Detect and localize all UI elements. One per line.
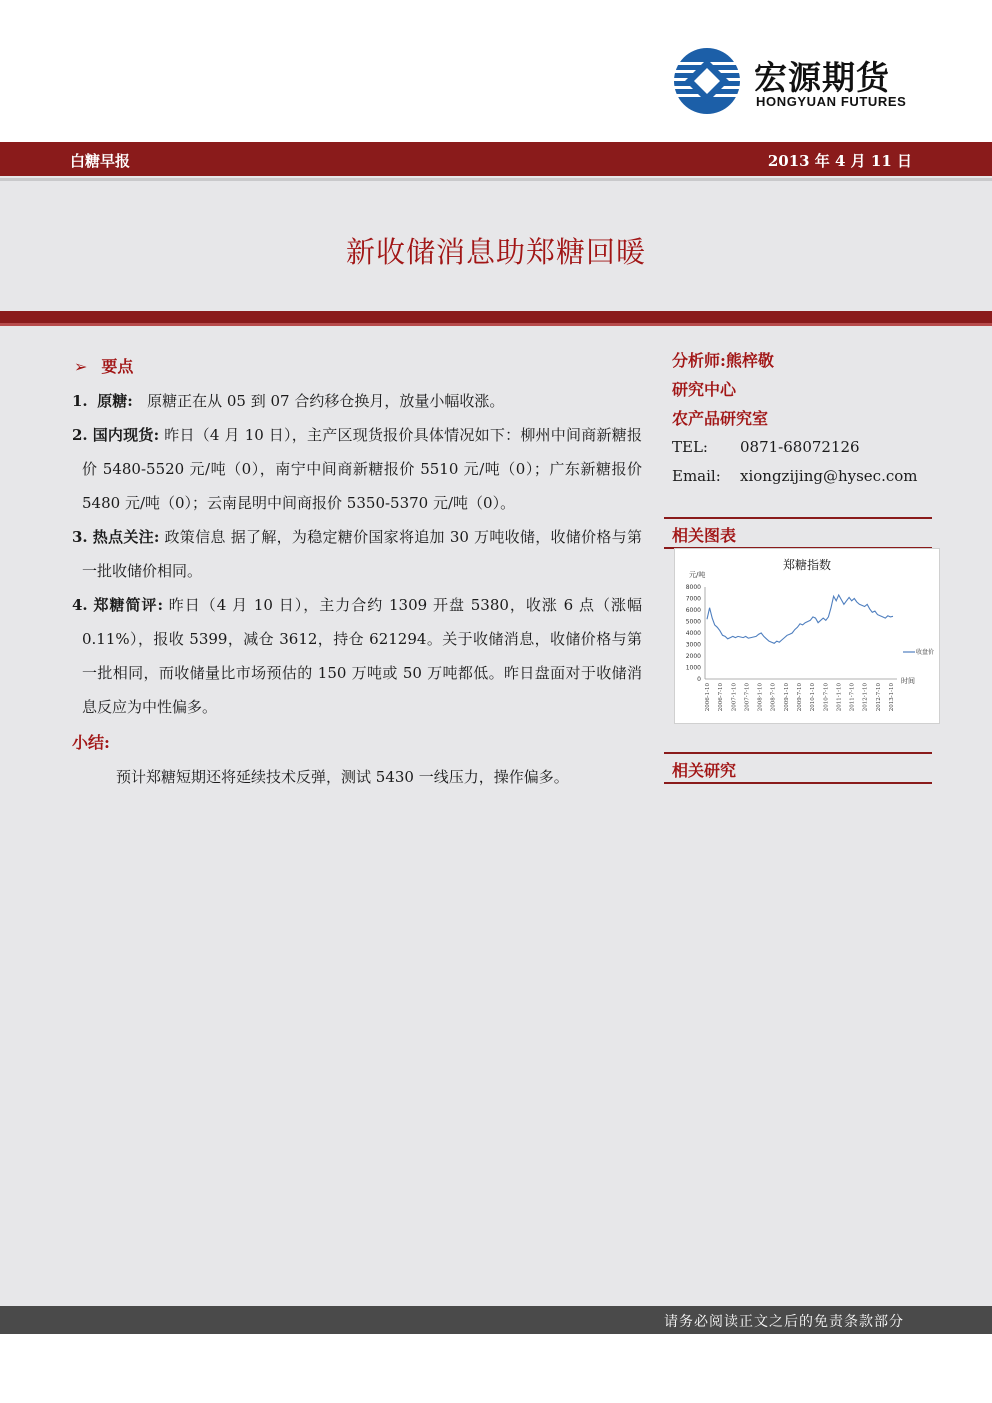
summary-heading: 小结:: [72, 733, 110, 752]
x-tick-label: 2006-7-10: [718, 683, 725, 712]
x-tick-label: 2009-7-10: [797, 683, 803, 712]
x-tick-label: 2009-1-10: [783, 683, 790, 712]
tel-row: [672, 433, 932, 462]
sidebar: [672, 346, 932, 491]
key-point-1: [72, 384, 642, 418]
item-text: 原糖正在从 05 到 07 合约移仓换月，放量小幅收涨。: [147, 392, 505, 410]
x-tick-label: 2013-1-10: [889, 683, 895, 712]
item-sep: :: [127, 392, 133, 410]
item-sep: :: [157, 596, 164, 614]
page-title: 新收储消息助郑糖回暖: [345, 235, 646, 269]
title-divider-bar: [0, 311, 992, 323]
x-tick-label: 2008-7-10: [770, 683, 777, 712]
sub-department: 农产品研究室: [672, 409, 769, 428]
related-research-label: 相关研究: [672, 761, 737, 780]
item-sep: :: [153, 426, 160, 444]
x-tick-label: 2012-7-10: [875, 683, 882, 712]
analyst-name: 分析师:熊梓敬: [672, 351, 774, 370]
item-number: 4.: [72, 596, 88, 614]
y-tick-label: 8000: [685, 584, 701, 591]
item-tag: 郑糖简评: [93, 596, 158, 614]
key-points-heading-text: 要点: [101, 357, 134, 376]
related-charts-label: 相关图表: [672, 526, 737, 545]
report-type: 白糖早报: [70, 152, 131, 170]
summary-text: 预计郑糖短期还将延续技术反弹，测试 5430 一线压力，操作偏多。: [116, 768, 569, 786]
key-point-3: [72, 520, 642, 588]
hongyuan-logo-icon: [672, 46, 742, 116]
y-tick-label: 3000: [685, 641, 701, 649]
disclaimer-text: 请务必阅读正文之后的免责条款部分: [664, 1314, 904, 1330]
tel-label: TEL:: [672, 438, 708, 456]
x-tick-label: 2011-1-10: [836, 683, 843, 712]
series-line-close: [707, 595, 893, 643]
zhengtang-index-chart: [674, 548, 940, 724]
item-text: 昨日（4 月 10 日），主产区现货报价具体情况如下：柳州中间商新糖报价 5480-5520 元/吨（0），南宁中间商新糖报价 5510 元/吨（0）；广东新糖报价 5480 元/吨（0）；云南昆明中间商报价 5350-5370 元/吨（0）。: [82, 426, 642, 512]
y-tick-label: 0: [697, 676, 701, 683]
y-tick-label: 6000: [685, 607, 701, 614]
company-logo: [672, 46, 922, 116]
title-divider-accent: [0, 323, 992, 326]
related-research-header: [664, 752, 932, 784]
email-label: Email:: [672, 467, 721, 485]
item-text: 昨日（4 月 10 日），主力合约 1309 开盘 5380，收涨 6 点（涨幅 0.11%），报收 5399，减仓 3612，持仓 621294。关于收储消息，收储价格与第一批相同，而收储量比市场预估的 150 万吨或 50 万吨都低。昨日盘面对于收储消息反应为中性偏多。: [82, 596, 642, 716]
x-tick-label: 2006-1-10: [705, 683, 711, 712]
item-text: 政策信息 据了解，为稳定糖价国家将追加 30 万吨收储，收储价格与第一批收储价相同。: [82, 528, 642, 580]
x-tick-label: 2007-7-10: [744, 683, 751, 712]
x-tick-label: 2012-1-10: [862, 683, 869, 712]
y-tick-label: 5000: [685, 618, 701, 626]
item-sep: :: [153, 528, 160, 546]
chart-svg: [675, 549, 939, 723]
logo-chinese-name: 宏源期货: [754, 58, 890, 97]
chart-title: 郑糖指数: [782, 558, 832, 572]
y-tick-label: 2000: [685, 653, 701, 660]
email-value[interactable]: xiongzijing@hysec.com: [740, 467, 918, 485]
item-tag: 原糖: [97, 392, 128, 410]
key-points-section: [72, 350, 642, 794]
divider-line: [0, 178, 992, 181]
key-point-4: [72, 588, 642, 724]
item-number: 3.: [72, 528, 88, 546]
tel-value: 0871-68072126: [740, 438, 860, 456]
x-tick-label: 2007-1-10: [731, 683, 738, 712]
key-point-2: [72, 418, 642, 520]
report-header-bar: [0, 142, 992, 176]
title-wrap: [0, 230, 992, 271]
y-tick-label: 1000: [685, 664, 701, 672]
email-row: [672, 462, 932, 491]
x-tick-label: 2008-1-10: [757, 683, 764, 712]
logo-english-name: HONGYUAN FUTURES: [756, 94, 907, 109]
y-axis-label: 元/吨: [689, 571, 706, 579]
y-tick-label: 7000: [685, 595, 701, 603]
footer-bar: [0, 1306, 992, 1334]
item-number: 1.: [72, 392, 88, 410]
x-tick-label: 2011-7-10: [849, 683, 856, 712]
department: 研究中心: [672, 380, 737, 399]
key-points-heading: [74, 350, 642, 384]
report-date: 2013 年 4 月 11 日: [767, 152, 912, 170]
legend-label: 收盘价: [916, 649, 935, 656]
y-tick-label: 4000: [685, 630, 701, 637]
related-charts-header: [664, 517, 932, 549]
x-tick-label: 2010-7-10: [823, 683, 830, 712]
x-tick-label: 2010-1-10: [810, 683, 817, 712]
item-tag: 国内现货: [92, 426, 154, 444]
item-number: 2.: [72, 426, 88, 444]
item-tag: 热点关注: [92, 528, 154, 546]
chevron-right-icon: ➢: [74, 357, 88, 376]
x-axis-label: 时间: [901, 677, 915, 685]
